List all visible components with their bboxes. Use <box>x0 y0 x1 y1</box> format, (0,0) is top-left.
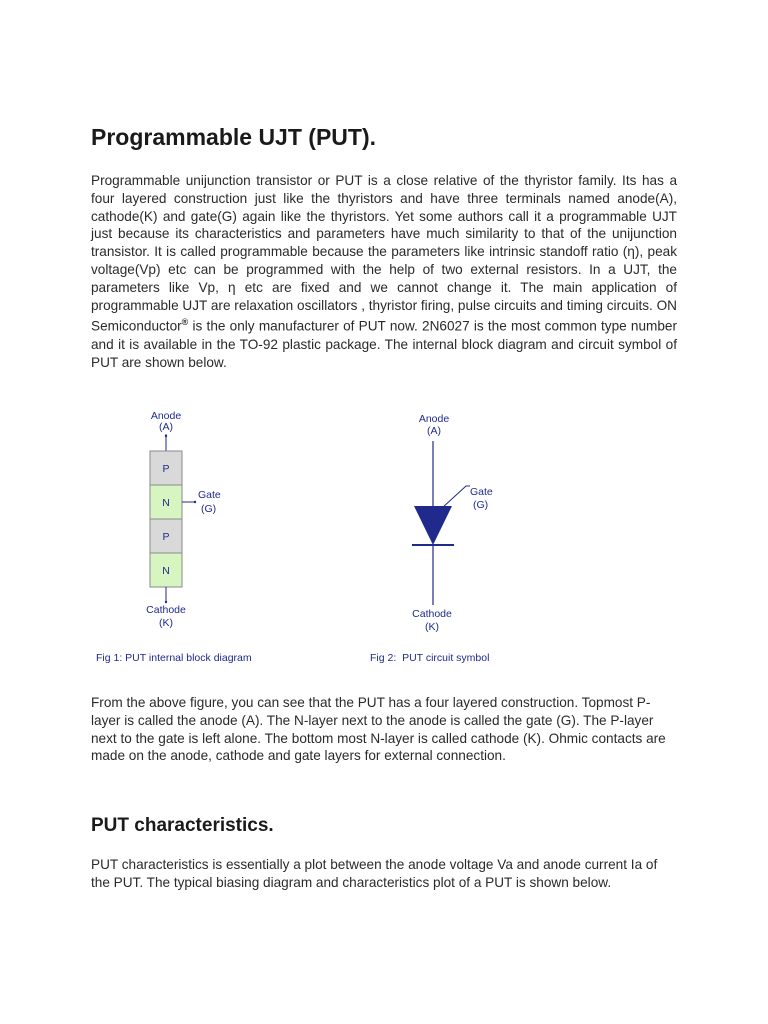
construction-paragraph: From the above figure, you can see that the PUT has a four layered construction. Topmost P-layer is called the anode (A). The N-layer next to the anode is called the gate (G). The P-layer next to the gate is left alone. The bottom most N-layer is called cathode (K). Ohmic contacts are made on the anode, cathode and gate layers for external connection. <box>91 695 666 764</box>
fig1-anode-symbol: (A) <box>159 421 173 433</box>
page-title: Programmable UJT (PUT). <box>91 124 376 150</box>
diode-triangle <box>414 506 452 545</box>
fig1-cathode-label: Cathode <box>146 604 186 616</box>
fig2-gate-symbol: (G) <box>473 499 489 511</box>
fig2-anode-symbol: (A) <box>427 425 441 437</box>
fig2-cathode-label: Cathode <box>412 608 452 620</box>
fig1-gate-label: Gate <box>198 489 221 501</box>
registered-mark: ® <box>181 317 189 328</box>
fig2-caption: Fig 2: PUT circuit symbol <box>370 652 490 664</box>
fig2-gate-lead <box>442 486 470 508</box>
fig1-anode-terminal <box>165 435 167 437</box>
layer-4-label: N <box>162 565 170 577</box>
fig1-gate-symbol: (G) <box>201 503 217 515</box>
intro-text-continued: is the only manufacturer of PUT now. 2N6027 is the most common type number and it is available in the TO-92 plastic package. The internal block diagram and circuit symbol of PUT are shown below. <box>91 318 677 370</box>
intro-text: Programmable unijunction transistor or PUT is a close relative of the thyristor family. Its has a four layered construction just like the thyristors and have three terminals named anode(A), cathode(K) and gate(G) again like the thyristors. Yet some authors call it a programmable UJT just because its characteristics and parameters have much similarity to that of the unijunction transistor. It is called programmable because the parameters like intrinsic standoff ratio (η), peak voltage(Vp) etc can be programmed with the help of two external resistors. In a UJT, the parameters like Vp, η etc are fixed and we cannot change it. The main application of programmable UJT are relaxation oscillators , thyristor firing, pulse circuits and timing circuits. ON Semiconductor <box>91 173 677 334</box>
fig1-gate-terminal <box>194 501 196 503</box>
figure-block-diagram <box>96 410 252 664</box>
layer-2-label: N <box>162 497 170 509</box>
section-heading: PUT characteristics. <box>91 815 274 836</box>
fig1-caption: Fig 1: PUT internal block diagram <box>96 652 252 664</box>
fig2-gate-label: Gate <box>470 486 493 498</box>
characteristics-paragraph: PUT characteristics is essentially a plot between the anode voltage Va and anode current Ia of the PUT. The typical biasing diagram and characteristics plot of a PUT is shown below. <box>91 857 658 890</box>
figure-circuit-symbol <box>370 413 493 664</box>
layer-3-label: P <box>162 531 170 543</box>
fig1-anode-label: Anode <box>150 410 182 422</box>
fig1-cathode-terminal <box>165 601 167 603</box>
fig1-cathode-symbol: (K) <box>159 617 173 629</box>
fig2-cathode-symbol: (K) <box>425 621 439 633</box>
layer-1-label: P <box>162 463 170 475</box>
fig2-anode-label: Anode <box>418 413 450 425</box>
